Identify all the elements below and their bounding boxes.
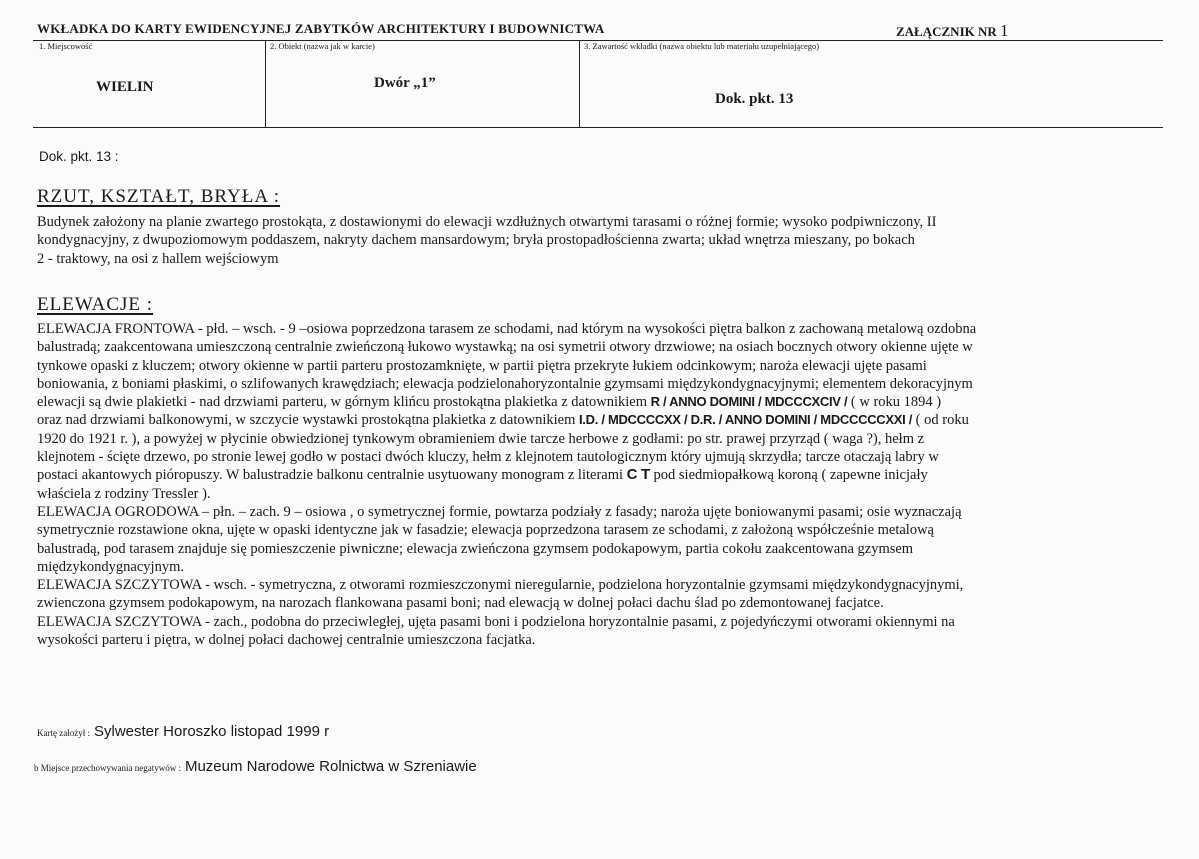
- text-line: [37, 393, 1167, 411]
- author-line: [37, 723, 329, 741]
- field-divider-2: [579, 40, 580, 128]
- text-line: boniowania, z boniami płaskimi, o szlifowanych krawędziach; elewacja podzielonahoryzontalnie gzymsami międzykondygnacyjnymi; elementem dekoracyjnym: [37, 375, 973, 392]
- text-line: ELEWACJA SZCZYTOWA - zach., podobna do przeciwległej, ujęta pasami boni i podzielona horyzontalnie pasami, z pojedyńczymi otworami okiennymi na: [37, 613, 955, 630]
- text-line: ELEWACJA FRONTOWA - płd. – wsch. - 9 –osiowa poprzedzona tarasem ze schodami, nad którym na wysokości piętra balkon z zachowaną metalową ozdobna: [37, 321, 977, 337]
- date-inscription-1894: R / ANNO DOMINI / MDCCCXCIV /: [650, 394, 848, 410]
- elewacje-description: [37, 320, 1167, 649]
- text-line: 2 - traktowy, na osi z hallem wejściowym: [37, 250, 279, 267]
- rzut-description: [37, 213, 1167, 268]
- document-reference: Dok. pkt. 13 :: [39, 149, 119, 164]
- form-title: WKŁADKA DO KARTY EWIDENCYJNEJ ZABYTKÓW ARCHITEKTURY I BUDOWNICTWA: [37, 21, 605, 36]
- text-line: kondygnacyjny, z dwupoziomowym poddaszem, nakryty dachem mansardowym; bryła prostopadłościenna zwarta; układ wnętrza mieszany, po bokach: [37, 232, 915, 249]
- text-segment: oraz nad drzwiami balkonowymi, w szczycie wystawki prostokątna plakietka z datownikiem: [37, 412, 576, 429]
- text-line: właściela z rodziny Tressler ).: [37, 485, 211, 502]
- text-line: 1920 do 1921 r. ), a powyżej w płycinie obwiedzionej tynkowym obramieniem dwie tarcze herbowe z godłami: po str. prawej przyrząd ( waga ?), hełm z: [37, 430, 925, 447]
- text-line: [37, 466, 1167, 484]
- text-line: klejnotem - ścięte drzewo, po stronie lewej godło w postaci dwóch kluczy, hełm z klejnotem tautologicznym który ujmują skrzydła; tarcze otaczają labry w: [37, 449, 939, 466]
- field-value-locality: WIELIN: [96, 79, 154, 95]
- text-segment: ( od roku: [915, 412, 969, 429]
- storage-label: b Miejsce przechowywania negatywów :: [34, 763, 181, 773]
- text-line: symetrycznie rozstawione okna, ujęte w opaski identyczne jak w fasadzie; elewacja poprzedzona tarasem ze schodami, z założoną współcześnie metalową: [37, 522, 934, 539]
- monogram-ct: C T: [626, 466, 650, 484]
- annex-label: [896, 21, 1009, 41]
- storage-value: Muzeum Narodowe Rolnictwa w Szreniawie: [184, 758, 477, 775]
- date-inscription-1920: I.D. / MDCCCCXX / D.R. / ANNO DOMINI / MDCCCCCXXI /: [578, 412, 913, 428]
- text-segment: postaci akantowych pióropuszy. W balustradzie balkonu centralnie usytuowany monogram z literami: [37, 467, 624, 484]
- text-segment: elewacji są dwie plakietki - nad drzwiami parteru, w górnym klińcu prostokątna plakietka z datownikiem: [37, 394, 648, 411]
- text-segment: pod siedmiopałkową koroną ( zapewne inicjały: [653, 467, 928, 484]
- text-line: międzykondygnacyjnym.: [37, 558, 184, 575]
- text-line: zwienczona gzymsem podokapowym, na narozach flankowana pasami boni; nad elewacją w dolnej połaci dachu ślad po zdemontowanej facjatce.: [37, 595, 884, 612]
- text-line: ELEWACJA SZCZYTOWA - wsch. - symetryczna, z otworami rozmieszczonymi nieregularnie, podzielona horyzontalnie gzymsami międzykondygnacyjnymi,: [37, 577, 964, 594]
- author-value: Sylwester Horoszko listopad 1999 r: [93, 723, 330, 740]
- header-bottom-rule: [33, 127, 1163, 128]
- annex-number: 1: [1000, 21, 1009, 40]
- text-line: [37, 411, 1167, 429]
- field-value-content: Dok. pkt. 13: [715, 91, 794, 107]
- text-line: wysokości parteru i piętra, w dolnej połaci dachowej centralnie umieszczona facjatka.: [37, 632, 536, 649]
- author-label: Kartę założył :: [37, 728, 90, 738]
- field-value-object: Dwór „1”: [374, 75, 436, 91]
- section-heading-rzut: RZUT, KSZTAŁT, BRYŁA :: [37, 186, 281, 207]
- text-line: tynkowe opaski z kluczem; otwory okienne w partii parteru prostozamknięte, w partii piętra przekryte łukiem odcinkowym; naroża elewacji ujęte pasami: [37, 357, 927, 374]
- field-label-content: 3. Zawartość wkładki (nazwa obiektu lub materiału uzupełniającego): [584, 41, 820, 51]
- text-line: Budynek założony na planie zwartego prostokąta, z dostawionymi do elewacji wzdłużnych otwartymi tarasami o różnej formie; wysoko podpiwniczony, II: [37, 214, 937, 230]
- text-segment: ( w roku 1894 ): [850, 394, 942, 411]
- field-divider-1: [265, 40, 266, 128]
- field-label-locality: 1. Miejscowość: [39, 41, 93, 51]
- annex-label-text: ZAŁĄCZNIK NR: [896, 24, 997, 39]
- field-label-object: 2. Obiekt (nazwa jak w karcie): [270, 41, 375, 51]
- text-line: ELEWACJA OGRODOWA – płn. – zach. 9 – osiowa , o symetrycznej formie, powtarza podziały z fasady; naroża ujęte boniowanymi pasami; osie wyznaczają: [37, 503, 962, 520]
- section-heading-elewacje: ELEWACJE :: [37, 294, 154, 315]
- storage-line: [34, 758, 477, 776]
- text-line: balustradą; zaakcentowana umieszczoną centralnie zwieńczoną łukowo wystawką; na osi symetrii otwory drzwiowe; na osiach bocznych otwory okienne ujęte w: [37, 339, 973, 356]
- text-line: balustradą, pod tarasem znajduje się pomieszczenie piwniczne; elewacja zwieńczona gzymsem podokapowym, partia cokołu zaakcentowana gzymsem: [37, 540, 914, 557]
